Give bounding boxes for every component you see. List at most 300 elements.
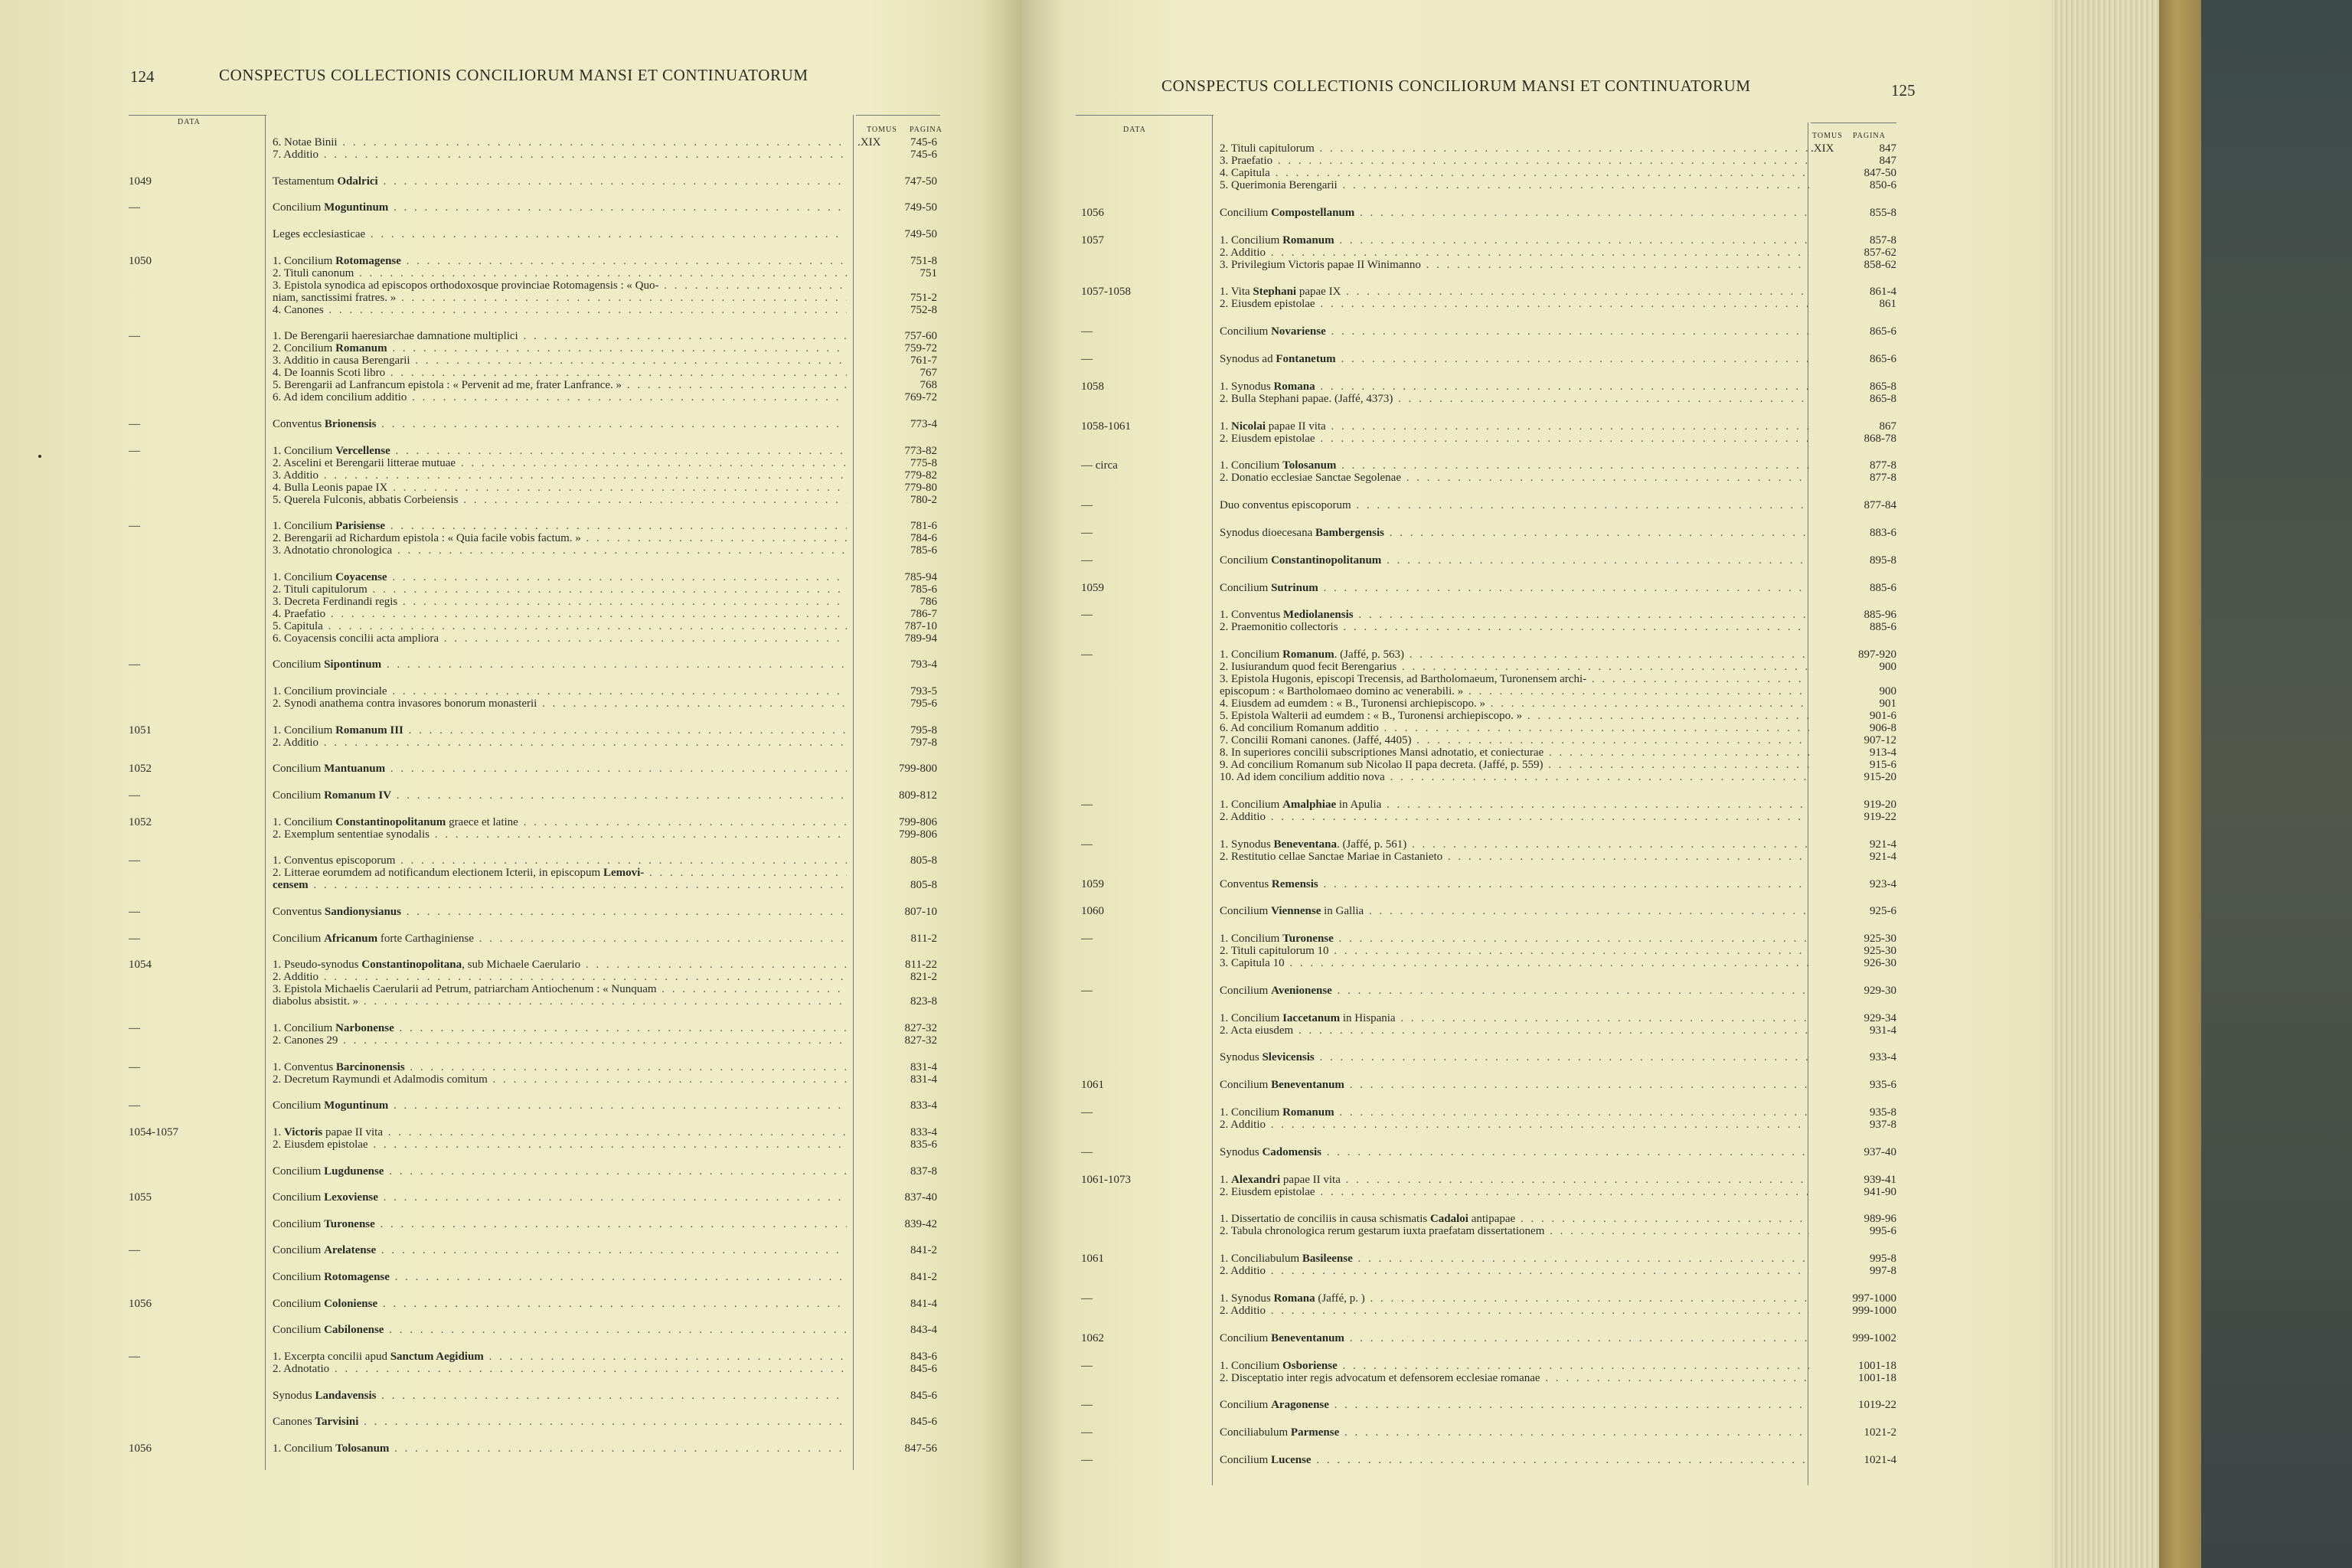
entry-name-bold: Moguntinum xyxy=(324,201,389,214)
entry-pagina: 845-6 xyxy=(910,1363,937,1376)
entry-pagina: 989-96 xyxy=(1864,1213,1896,1226)
entry-text: Concilium xyxy=(1220,1399,1272,1412)
entry-pagina: 925-30 xyxy=(1864,945,1896,958)
entry-text: 1. Synodus xyxy=(1220,1292,1274,1305)
entry-text: 2. Berengarii ad Richardum epistola : « Quia facile vobis factum. » xyxy=(273,532,581,545)
entry-line xyxy=(273,983,847,995)
entry-name-bold: Constantinopolitanum xyxy=(335,815,446,828)
index-entry xyxy=(1022,207,2052,230)
entry-date: — xyxy=(129,854,140,867)
entry-text: 2. Bulla Stephani papae. (Jaffé, 4373) xyxy=(1220,392,1393,405)
entry-pagina: 861 xyxy=(1879,298,1896,311)
column-header-pagina: PAGINA xyxy=(910,126,942,134)
entry-text: 2. Eiusdem epistolae xyxy=(1220,298,1315,311)
entry-pagina: 877-84 xyxy=(1864,499,1896,512)
index-entry xyxy=(0,685,1022,708)
entry-text: Concilium xyxy=(273,1191,325,1204)
entry-line xyxy=(273,1165,847,1178)
entry-text: 5. Querimonia Berengarii xyxy=(1220,179,1338,191)
entry-pagina: 799-806 xyxy=(899,815,937,828)
entry-text: papae II vita xyxy=(1280,1173,1341,1186)
entry-line xyxy=(1220,554,1809,567)
entry-pagina: 751 xyxy=(920,266,937,279)
entry-date: — xyxy=(1081,648,1093,662)
entry-name-bold: Landavensis xyxy=(315,1389,377,1402)
entry-name-bold: Brionensis xyxy=(324,417,377,430)
entry-name-bold: Beneventanum xyxy=(1271,1079,1344,1092)
index-entry xyxy=(0,816,1022,839)
entry-name-bold: Vercellense xyxy=(335,444,390,457)
header-rule xyxy=(129,115,266,116)
entry-date: — xyxy=(1081,1399,1093,1412)
entry-text: Canones xyxy=(273,1416,315,1429)
header-rule xyxy=(856,115,940,116)
entry-pagina: 833-4 xyxy=(910,1125,937,1138)
entry-line xyxy=(1220,234,1809,247)
entry-pagina: 925-30 xyxy=(1864,933,1896,946)
entry-pagina: 845-6 xyxy=(910,1416,937,1429)
entry-text: 10. Ad idem concilium additio nova xyxy=(1220,771,1385,784)
entry-line xyxy=(1220,673,1809,685)
entry-tomus: .XIX xyxy=(1811,142,1834,155)
entry-pagina: 781-6 xyxy=(910,520,937,533)
entry-text: 2. Iusiurandum quod fecit Berengarius xyxy=(1220,661,1397,674)
entry-name-bold: Romanum xyxy=(1282,234,1334,247)
index-entry xyxy=(1022,420,2052,443)
entry-pagina: 835-6 xyxy=(910,1138,937,1151)
entry-pagina: 779-80 xyxy=(904,481,937,494)
entry-pagina: 997-1000 xyxy=(1852,1292,1896,1305)
index-entry xyxy=(1022,1174,2052,1197)
entry-line xyxy=(273,724,847,737)
entry-text: 3. Epistola synodica ad episcopos orthodoxosque provinciae Rotomagensis : « Quo- xyxy=(273,279,659,292)
entry-pagina: 831-4 xyxy=(910,1073,937,1086)
index-entry xyxy=(1022,648,2052,784)
entry-text: 6. Ad concilium Romanum additio xyxy=(1220,722,1379,735)
entry-pagina: 907-12 xyxy=(1864,734,1896,747)
index-entry xyxy=(0,1390,1022,1413)
entry-date: — xyxy=(129,201,140,214)
entry-name-bold: Beneventanum xyxy=(1271,1331,1344,1344)
entry-line xyxy=(1220,459,1809,472)
entry-pagina: 793-5 xyxy=(910,685,937,698)
index-entry xyxy=(1022,554,2052,577)
entry-line xyxy=(273,255,847,267)
entry-tomus: .XIX xyxy=(858,136,881,149)
entry-line xyxy=(273,1138,847,1151)
entry-text: graece et latine xyxy=(446,815,518,828)
entry-line xyxy=(1220,353,1809,365)
entry-line xyxy=(273,1126,847,1138)
entry-name-bold: Slevicensis xyxy=(1262,1051,1315,1064)
entry-line xyxy=(273,279,847,292)
entry-line xyxy=(273,494,847,506)
entry-text: Concilium xyxy=(1220,325,1272,338)
entry-line xyxy=(1220,167,1809,179)
entry-date: — xyxy=(1081,352,1093,365)
entry-pagina: 847-50 xyxy=(1864,167,1896,179)
entry-line xyxy=(273,367,847,379)
entry-name-bold: Mantuanum xyxy=(324,763,386,776)
entry-text: 4. Bulla Leonis papae IX xyxy=(273,481,388,494)
entry-pagina: 784-6 xyxy=(910,532,937,545)
entry-pagina: 843-6 xyxy=(910,1351,937,1364)
entry-text: Concilium xyxy=(273,1165,325,1178)
entry-name-bold: Romana xyxy=(1273,380,1315,393)
entry-pagina: 769-72 xyxy=(904,391,937,404)
entry-line xyxy=(273,1191,847,1204)
entry-pagina: 827-32 xyxy=(904,1021,937,1034)
entry-line xyxy=(273,816,847,828)
entry-date: — xyxy=(1081,1426,1093,1439)
entry-date: — xyxy=(129,330,140,343)
entry-pagina: 768 xyxy=(920,379,937,392)
entry-name-bold: Sutrinum xyxy=(1271,581,1318,594)
entry-name-bold: Compostellanum xyxy=(1271,206,1355,219)
index-entry xyxy=(0,1298,1022,1321)
entry-text: episcopum : « Bartholomaeo domino ac venerabili. » xyxy=(1220,685,1464,698)
entry-name-bold: Turonense xyxy=(324,1217,375,1230)
entry-text: 2. Additio xyxy=(273,971,319,984)
entry-pagina: 915-6 xyxy=(1870,759,1896,772)
entry-date: — xyxy=(129,789,140,802)
entry-line xyxy=(273,1034,847,1047)
entry-line xyxy=(1220,1399,1809,1411)
entry-pagina: 865-6 xyxy=(1870,352,1896,365)
entry-pagina: 919-22 xyxy=(1864,810,1896,823)
entry-pagina: 939-41 xyxy=(1864,1173,1896,1186)
entry-name-bold: Beneventana xyxy=(1273,838,1337,851)
entry-pagina: 925-6 xyxy=(1870,905,1896,918)
entry-line xyxy=(1220,472,1809,484)
entry-line xyxy=(273,379,847,391)
entry-line xyxy=(1220,1305,1809,1317)
entry-text: 6. Coyacensis concilii acta ampliora xyxy=(273,632,439,645)
entry-text: 1. Concilium xyxy=(1220,459,1283,472)
entry-pagina: 779-82 xyxy=(904,469,937,482)
entry-line xyxy=(1220,661,1809,673)
entry-pagina: 937-8 xyxy=(1870,1119,1896,1132)
index-entry xyxy=(1022,1454,2052,1477)
column-header-tomus: TOMUS xyxy=(1812,132,1843,140)
entry-line xyxy=(1220,1079,1809,1091)
entry-line xyxy=(1220,609,1809,621)
entry-pagina: 895-8 xyxy=(1870,554,1896,567)
entry-date: — xyxy=(129,1060,140,1073)
entry-line xyxy=(1220,878,1809,890)
entry-line xyxy=(1220,1051,1809,1063)
page-number: 125 xyxy=(1891,81,1916,100)
entry-text: Concilium xyxy=(273,1297,325,1310)
entry-pagina: 900 xyxy=(1879,661,1896,674)
header-rule xyxy=(1811,122,1896,123)
entry-pagina: 805-8 xyxy=(910,854,937,867)
entry-pagina: 749-50 xyxy=(904,227,937,240)
index-entry xyxy=(0,330,1022,404)
entry-name-bold: Barcinonensis xyxy=(335,1060,405,1073)
entry-name-bold: Fontanetum xyxy=(1276,352,1336,365)
index-entry xyxy=(0,1324,1022,1347)
entry-text: 1. Dissertatio de conciliis in causa schismatis xyxy=(1220,1213,1430,1226)
entry-pagina: 865-8 xyxy=(1870,392,1896,405)
entry-text: 1. Concilium xyxy=(273,520,336,533)
entry-text: 1. Synodus xyxy=(1220,838,1274,851)
index-entry xyxy=(0,1126,1022,1149)
entry-line xyxy=(273,906,847,918)
entry-line xyxy=(1220,722,1809,734)
ink-speck xyxy=(38,455,41,458)
entry-pagina: 901 xyxy=(1879,697,1896,710)
entry-text: Testamentum xyxy=(273,175,338,188)
entry-name-bold: Lemovi- xyxy=(603,867,645,880)
entry-line xyxy=(273,520,847,532)
entry-text: 2. Canones 29 xyxy=(273,1034,338,1047)
entry-date: — xyxy=(129,1351,140,1364)
entry-name-bold: Osboriense xyxy=(1282,1359,1338,1372)
entry-line xyxy=(273,469,847,482)
entry-line xyxy=(273,1442,847,1455)
entry-pagina: 999-1002 xyxy=(1852,1331,1896,1344)
entry-name-bold: Lugdunense xyxy=(324,1165,384,1178)
entry-line xyxy=(273,330,847,342)
entry-name-bold: Nicolai xyxy=(1231,420,1266,433)
entry-text: Conventus xyxy=(273,417,325,430)
entry-text: Concilium xyxy=(273,1099,325,1112)
entry-text: Concilium xyxy=(273,1217,325,1230)
entry-date: 1057-1058 xyxy=(1081,286,1131,299)
index-entry xyxy=(0,1191,1022,1214)
entry-line xyxy=(1220,142,1809,155)
index-entry xyxy=(0,254,1022,316)
entry-text: Concilium xyxy=(273,658,325,671)
entry-line xyxy=(1220,1292,1809,1305)
entry-line xyxy=(1220,433,1809,445)
entry-pagina: 773-82 xyxy=(904,444,937,457)
entry-text: 6. Ad idem concilium additio xyxy=(273,391,407,404)
entry-text: 2. Exemplum sententiae synodalis xyxy=(273,828,430,841)
index-entry xyxy=(1022,1051,2052,1074)
entry-pagina: 883-6 xyxy=(1870,526,1896,539)
entry-pagina: 752-8 xyxy=(910,303,937,316)
entry-name-bold: Cadomensis xyxy=(1262,1145,1321,1158)
entry-text: 4. De Ioannis Scoti libro xyxy=(273,367,386,380)
entry-text: Synodus xyxy=(1220,1051,1263,1064)
entry-pagina: 926-30 xyxy=(1864,957,1896,970)
entry-line xyxy=(1220,746,1809,759)
entry-text: 1. Concilium xyxy=(273,254,336,267)
entry-name-bold: Amalphiae xyxy=(1282,798,1337,811)
entry-pagina: 821-2 xyxy=(910,971,937,984)
entry-text: 2. Donatio ecclesiae Sanctae Segolenae xyxy=(1220,472,1401,485)
entry-line xyxy=(273,532,847,544)
entry-text: in Gallia xyxy=(1321,905,1364,918)
entry-pagina: 915-20 xyxy=(1864,771,1896,784)
entry-date: — xyxy=(129,1099,140,1112)
entry-pagina: 780-2 xyxy=(910,493,937,506)
index-entry xyxy=(0,570,1022,645)
entry-text: 2. Eiusdem epistolae xyxy=(273,1138,368,1151)
entry-pagina: 785-6 xyxy=(910,544,937,557)
entry-pagina: 937-40 xyxy=(1864,1145,1896,1158)
entry-date: — xyxy=(1081,1359,1093,1372)
index-entry xyxy=(1022,905,2052,928)
entry-date: — xyxy=(1081,984,1093,997)
entry-text: Conciliabulum xyxy=(1220,1426,1291,1439)
entry-date: — xyxy=(1081,609,1093,622)
entry-name-bold: Narbonense xyxy=(335,1021,394,1034)
entry-date: 1060 xyxy=(1081,905,1104,918)
header-rule xyxy=(1076,115,1214,116)
entry-pagina: 775-8 xyxy=(910,456,937,469)
entry-name-bold: Basileense xyxy=(1302,1253,1353,1266)
entry-name-bold: Coyacense xyxy=(335,570,387,583)
entry-line xyxy=(1220,298,1809,310)
entry-text: 4. Eiusdem ad eumdem : « B., Turonensi archiepiscopo. » xyxy=(1220,697,1486,710)
entry-line xyxy=(1220,771,1809,783)
entry-text: 6. Notae Binii xyxy=(273,136,338,149)
entry-date: 1061 xyxy=(1081,1079,1104,1092)
entry-pagina: 885-6 xyxy=(1870,621,1896,634)
entry-text: 1. Concilium xyxy=(273,815,336,828)
entry-date: — xyxy=(1081,554,1093,567)
entry-line xyxy=(1220,499,1809,511)
index-entry xyxy=(0,1442,1022,1465)
index-entry xyxy=(0,201,1022,224)
entry-line xyxy=(1220,1253,1809,1265)
entry-line xyxy=(1220,811,1809,823)
entry-pagina: 919-20 xyxy=(1864,798,1896,811)
entry-text: 4. Canones xyxy=(273,303,324,316)
index-entry xyxy=(0,906,1022,929)
entry-date: 1054-1057 xyxy=(129,1125,178,1138)
entry-pagina: 787-10 xyxy=(904,619,937,632)
entry-line xyxy=(1220,1174,1809,1186)
entry-pagina: 786-7 xyxy=(910,607,937,620)
entry-pagina: 885-6 xyxy=(1870,581,1896,594)
entry-line xyxy=(1220,1225,1809,1237)
index-entry xyxy=(0,1061,1022,1084)
index-entry xyxy=(1022,142,2052,191)
entry-text: Concilium xyxy=(1220,554,1272,567)
entry-line xyxy=(273,228,847,240)
entry-text: Concilium xyxy=(1220,905,1272,918)
entry-date: — xyxy=(1081,325,1093,338)
entry-line xyxy=(273,1298,847,1310)
entry-date: — xyxy=(129,520,140,533)
entry-line xyxy=(273,457,847,469)
entry-name-bold: Moguntinum xyxy=(324,1099,389,1112)
entry-pagina: 841-4 xyxy=(910,1297,937,1310)
entry-pagina: 811-22 xyxy=(905,959,937,972)
entry-date: 1051 xyxy=(129,724,152,737)
entry-pagina: 773-4 xyxy=(910,417,937,430)
entry-name-bold: Romanum xyxy=(1282,648,1334,662)
entry-line xyxy=(1220,838,1809,851)
entry-text: 7. Additio xyxy=(273,149,319,161)
entry-pagina: 1021-4 xyxy=(1864,1454,1896,1466)
page-number: 124 xyxy=(130,67,155,86)
entry-name-bold: Arelatense xyxy=(324,1244,377,1257)
entry-line xyxy=(1220,527,1809,539)
entry-line xyxy=(273,1073,847,1086)
entry-line xyxy=(1220,621,1809,633)
entry-line xyxy=(1220,697,1809,710)
entry-date: 1062 xyxy=(1081,1331,1104,1344)
entry-pagina: 921-4 xyxy=(1870,850,1896,863)
entry-text: 1. Concilium xyxy=(1220,933,1283,946)
entry-name-bold: Tolosanum xyxy=(335,1442,390,1455)
entry-pagina: 865-6 xyxy=(1870,325,1896,338)
entry-text: Synodus xyxy=(1220,1145,1263,1158)
entry-line xyxy=(1220,286,1809,298)
entry-line xyxy=(273,971,847,983)
entry-pagina: 785-6 xyxy=(910,583,937,596)
entry-name-bold: Alexandri xyxy=(1231,1173,1281,1186)
entry-text: Concilium xyxy=(1220,984,1272,997)
entry-line xyxy=(1220,905,1809,917)
entry-text: 4. Capitula xyxy=(1220,167,1270,179)
entry-line xyxy=(1220,734,1809,746)
entry-pagina: 833-4 xyxy=(910,1099,937,1112)
entry-name-bold: Viennense xyxy=(1271,905,1321,918)
entry-name-bold: Romanum xyxy=(1282,1106,1334,1119)
index-entry xyxy=(1022,582,2052,605)
entry-line xyxy=(273,608,847,620)
index-entry xyxy=(0,854,1022,892)
entry-name-bold: Remensis xyxy=(1271,877,1318,890)
entry-pagina: 747-50 xyxy=(904,175,937,188)
entry-text: 1. Concilium provinciale xyxy=(273,685,387,698)
entry-line xyxy=(273,149,847,161)
running-head: CONSPECTUS COLLECTIONIS CONCILIORUM MANSI ET CONTINUATORUM xyxy=(219,66,808,84)
entry-text: in Apulia xyxy=(1336,798,1382,811)
entry-name-bold: Constantinopolitanum xyxy=(1271,554,1382,567)
entry-text: 2. Additio xyxy=(273,736,319,749)
entry-text: 1. Conventus xyxy=(273,1060,336,1073)
entry-text: Synodus dioecesana xyxy=(1220,526,1315,539)
entry-pagina: 827-32 xyxy=(904,1034,937,1047)
index-entry xyxy=(0,763,1022,786)
entry-date: — xyxy=(129,906,140,918)
entry-pagina: 877-8 xyxy=(1870,472,1896,485)
entry-line xyxy=(273,697,847,710)
entry-text: papae II vita xyxy=(322,1125,383,1138)
entry-text: niam, sanctissimi fratres. » xyxy=(273,291,397,304)
entry-text: 2. Decretum Raymundi et Adalmodis comitum xyxy=(273,1073,488,1086)
entry-name-bold: Romana xyxy=(1273,1292,1315,1305)
entry-date: 1054 xyxy=(129,959,152,972)
entry-line xyxy=(1220,1360,1809,1372)
entry-pagina: 885-96 xyxy=(1864,609,1896,622)
index-entry xyxy=(0,1416,1022,1439)
entry-pagina: 923-4 xyxy=(1870,877,1896,890)
column-header-tomus: TOMUS xyxy=(867,126,897,134)
entry-line xyxy=(273,596,847,608)
index-entry xyxy=(1022,1012,2052,1035)
entry-date: — xyxy=(1081,1292,1093,1305)
entry-text: Conventus xyxy=(1220,877,1272,890)
index-entry xyxy=(0,933,1022,956)
entry-date: — xyxy=(1081,1106,1093,1119)
entry-line xyxy=(273,267,847,279)
index-entry xyxy=(1022,609,2052,632)
entry-pagina: 857-8 xyxy=(1870,234,1896,247)
entry-pagina: 767 xyxy=(920,367,937,380)
entry-text: Concilium xyxy=(1220,1454,1272,1466)
entry-line xyxy=(273,391,847,403)
entry-name-bold: Rotomagense xyxy=(324,1271,390,1284)
entry-text: 1. Conciliabulum xyxy=(1220,1253,1302,1266)
